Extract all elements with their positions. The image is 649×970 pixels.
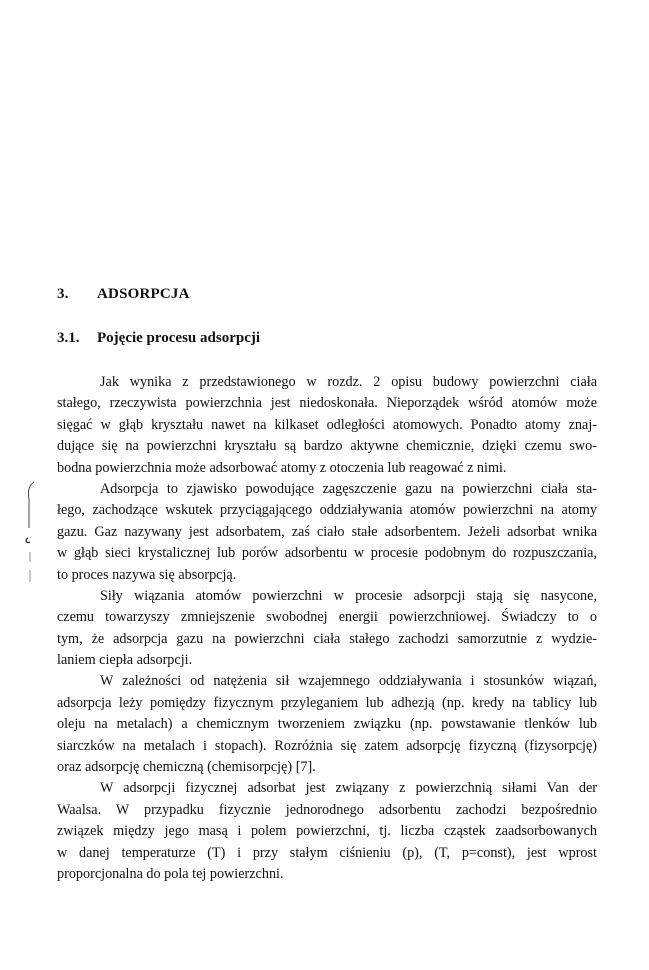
chapter-number: 3. [57,286,69,302]
paragraph [57,372,597,479]
section-title: Pojęcie procesu adsorpcji [97,330,261,346]
text-line: Adsorpcja to zjawisko powodujące zagęszczenie gazu na powierzchni ciała sta- [100,480,597,497]
paragraph [57,479,597,586]
paragraph [57,671,597,778]
text-line: laniem ciepła adsorpcji. [57,652,193,669]
text-line: stałego, rzeczywista powierzchnia jest niedoskonała. Nieporządek wśród atomów może [57,395,597,412]
text-line: Jak wynika z przedstawionego w rozdz. 2 opisu budowy powierzchni ciała [100,374,597,390]
chapter-title: ADSORPCJA [97,286,190,302]
paragraph [57,586,597,672]
body-text [57,372,597,885]
text-line: w głąb sieci krystalicznej lub porów adsorbentu w procesie podobnym do rozpuszczania, [57,545,597,562]
chapter-heading [57,286,190,303]
text-line: oleju na metalach) a chemicznym tworzeniem związku (np. powstawanie tlenków lub [57,716,597,733]
text-line: W adsorpcji fizycznej adsorbat jest związany z powierzchnią siłami Van der [100,780,597,797]
text-line: dujące się na powierzchni kryształu są bardzo aktywne chemicznie, dzięki czemu swo- [57,438,597,455]
text-line: sięgać w głąb kryształu nawet na kilkaset odległości atomowych. Ponadto atomy znaj- [57,416,597,433]
text-line: Siły wiązania atomów powierzchni w procesie adsorpcji stają się nasycone, [100,587,597,604]
text-line: gazu. Gaz nazywany jest adsorbatem, zaś ciało stałe adsorbentem. Jeżeli adsorbat wnika [57,523,597,540]
text-line: czemu towarzyszy zmniejszenie swobodnej energii powierzchniowej. Świadczy to o [57,609,597,626]
text-line: łego, zachodzące wskutek przyciągającego oddziaływania atomów powierzchni na atomy [57,502,597,519]
text-line: proporcjonalna do pola tej powierzchni. [57,865,284,882]
text-line: W zależności od natężenia sił wzajemnego oddziaływania i stosunków wiązań, [100,673,597,690]
text-line: w danej temperaturze (T) i przy stałym ciśnieniu (p), (T, p=const), jest wprost [57,844,597,861]
text-line: to proces nazywa się absorpcją. [57,566,237,583]
text-line: tym, że adsorpcja gazu na powierzchni ciała stałego zachodzi samorzutnie z wydzie- [57,630,597,647]
text-line: Waalsa. W przypadku fizycznie jednorodnego adsorbentu zachodzi bezpośrednio [57,801,597,818]
text-line: adsorpcja leży pomiędzy fizycznym przyleganiem lub adhezją (np. kredy na tablicy lub [57,694,597,711]
section-heading [57,330,260,347]
section-number: 3.1. [57,330,80,346]
text-line: siarczków na metalach i stopach). Rozróżnia się zatem adsorpcję fizyczną (fizysorpcję) [57,737,597,754]
text-line: bodna powierzchnia może adsorbować atomy z otoczenia lub reagować z nimi. [57,459,507,476]
text-line: związek między jego masą i polem powierzchni, tj. liczba cząstek zaadsorbowanych [57,823,597,840]
margin-pencil-mark [22,478,42,588]
paragraph [57,778,597,885]
text-line: oraz adsorpcję chemiczną (chemisorpcję) [7]. [57,759,316,776]
